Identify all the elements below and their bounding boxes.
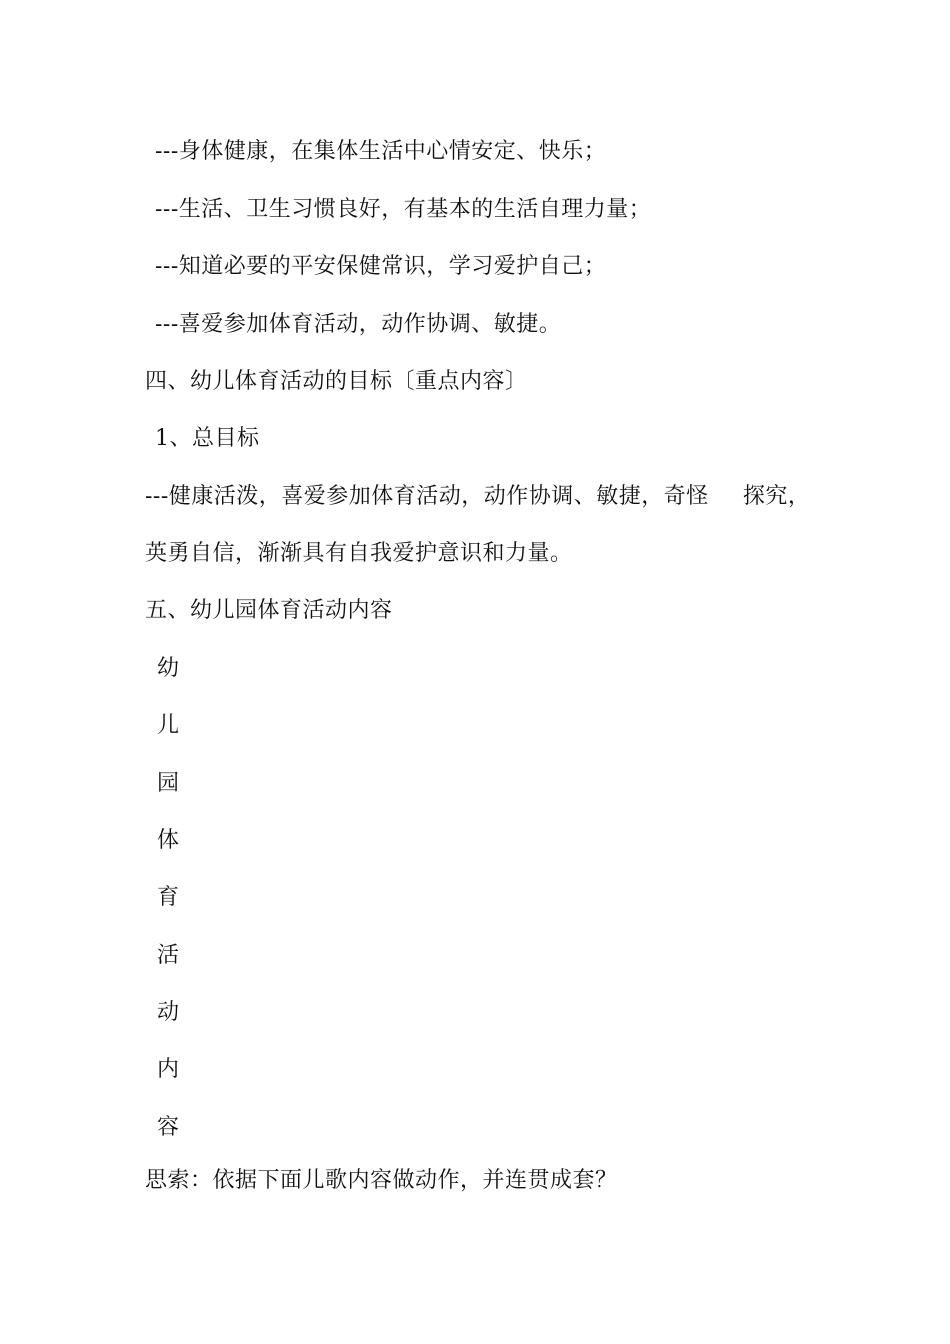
vertical-char: 活	[157, 943, 180, 968]
vertical-char: 儿	[157, 713, 180, 738]
section-5-heading: 五、幼儿园体育活动内容	[145, 598, 393, 623]
overall-goal-line-1	[145, 483, 825, 511]
goal-bullet-habits: ---生活、卫生习惯良好，有基本的生活自理力量；	[155, 197, 652, 222]
overall-goal-line-2: 英勇自信，渐渐具有自我爱护意识和力量。	[145, 541, 573, 566]
thinking-question: 思索：依据下面儿歌内容做动作，并连贯成套？	[145, 1168, 618, 1193]
vertical-char: 动	[157, 1000, 180, 1025]
vertical-char: 内	[157, 1057, 180, 1082]
section-4-heading: 四、幼儿体育活动的目标〔重点内容〕	[145, 369, 528, 394]
goal-bullet-safety: ---知道必要的平安保健常识，学习爱护自己；	[155, 254, 607, 279]
vertical-char: 幼	[157, 656, 180, 681]
vertical-char: 园	[157, 771, 180, 796]
overall-goal-line-1-tail: 探究，	[742, 484, 811, 509]
goal-bullet-sports: ---喜爱参加体育活动，动作协调、敏捷。	[155, 312, 562, 337]
vertical-char: 容	[157, 1115, 180, 1140]
overall-goal-line-1-main: ---健康活泼，喜爱参加体育活动，动作协调、敏捷，奇怪	[145, 484, 709, 509]
section-4-subheading: 1、总目标	[155, 426, 260, 451]
vertical-char: 育	[157, 885, 180, 910]
vertical-char: 体	[157, 828, 180, 853]
goal-bullet-health: ---身体健康，在集体生活中心情安定、快乐；	[155, 139, 607, 164]
